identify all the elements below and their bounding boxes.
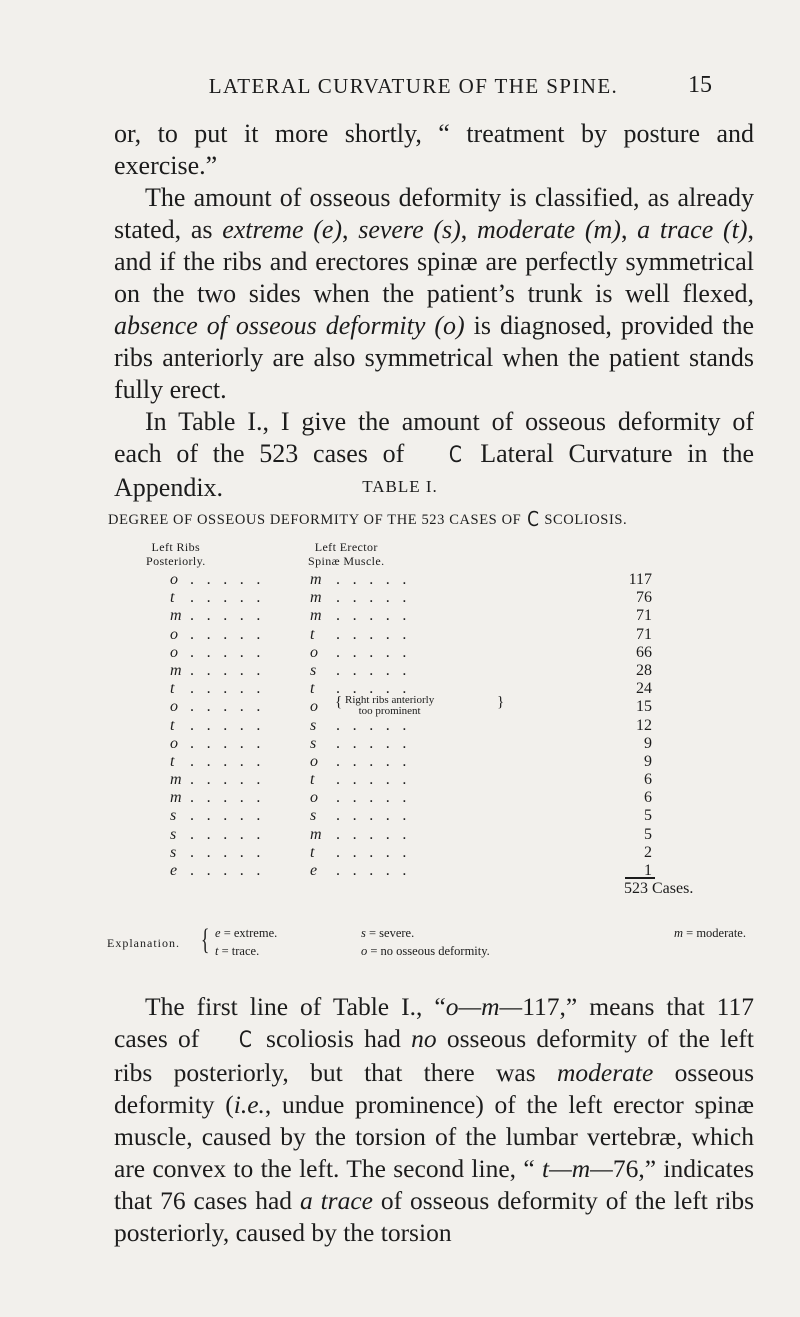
leader-dots: ..... — [336, 680, 419, 698]
case-count: 9 — [644, 752, 652, 770]
table-row — [0, 717, 800, 735]
code-om: o—m— — [445, 992, 523, 1021]
caption-text: SCOLIOSIS. — [540, 512, 628, 528]
paragraph-continuation: or, to put it more shortly, “ treatment by posture and exercise.” — [114, 119, 754, 180]
text-run: In Table I., I give the amount of osseous deformity of each of the 523 cases of — [114, 407, 754, 468]
table-row — [0, 771, 800, 789]
code-tm: t—m— — [541, 1154, 613, 1183]
text-run: Lateral Curvature in the Appendix. — [114, 439, 754, 502]
ribs-grade: s — [170, 807, 177, 825]
leader-dots: ..... — [336, 789, 419, 807]
key-text: = trace. — [218, 944, 260, 958]
table-row — [0, 844, 800, 862]
key-none — [361, 944, 490, 959]
leader-dots: ..... — [336, 825, 419, 843]
ribs-grade: o — [170, 625, 178, 643]
case-count: 5 — [644, 825, 652, 843]
erector-grade: t — [310, 680, 315, 698]
ribs-grade: o — [170, 571, 178, 588]
erector-grade: m — [310, 607, 322, 625]
case-count: 9 — [644, 734, 652, 752]
term-severe: severe (s) — [358, 215, 461, 244]
key-letter: m — [674, 926, 684, 940]
leader-dots: ..... — [190, 789, 273, 807]
running-head — [115, 74, 712, 104]
term-moderate: moderate — [557, 1058, 654, 1087]
term-absence: absence of osseous deformity (o) — [114, 311, 465, 340]
leader-dots: ..... — [190, 734, 273, 752]
key-moderate — [674, 926, 746, 941]
page-number: 15 — [688, 72, 712, 98]
leader-dots: ..... — [190, 643, 273, 661]
erector-grade: s — [310, 734, 317, 752]
header-line: Spinæ Muscle. — [308, 554, 385, 568]
leader-dots: ..... — [190, 680, 273, 698]
leader-dots: ..... — [190, 843, 273, 861]
case-count: 66 — [636, 643, 652, 661]
running-title: LATERAL CURVATURE OF THE SPINE. — [208, 74, 619, 98]
brace-glyph: { — [335, 694, 343, 711]
text-run: The first line of Table I., “ — [145, 992, 446, 1021]
term-trace: a trace — [299, 1186, 373, 1215]
table-row — [0, 826, 800, 844]
header-line: Posteriorly. — [146, 554, 206, 568]
text-run: , — [620, 215, 638, 244]
erector-grade: t — [310, 625, 315, 643]
ribs-grade: e — [170, 862, 178, 879]
text-run: 76,” indicates that 76 cases had — [114, 1154, 754, 1215]
text-run: 117,” means that 117 cases of — [114, 992, 754, 1053]
table-row — [0, 662, 800, 680]
text-run: The amount of osseous deformity is classified, as already stated, as — [114, 183, 754, 244]
ribs-grade: s — [170, 825, 177, 843]
text-run: scoliosis had — [255, 1024, 412, 1053]
erector-grade: o — [310, 752, 318, 770]
erector-grade: e — [310, 862, 318, 879]
c-curve-symbol: C — [526, 507, 540, 531]
leader-dots: ..... — [336, 807, 419, 825]
erector-grade: m — [310, 825, 322, 843]
table-row — [0, 807, 800, 825]
leader-dots: ..... — [336, 607, 419, 625]
caption-text: DEGREE OF OSSEOUS DEFORMITY OF THE 523 CASES OF — [108, 512, 526, 528]
case-count: 15 — [636, 698, 652, 716]
leader-dots: ..... — [190, 589, 273, 607]
text-run: osseous deformity of the left ribs posteriorly, but that there was — [114, 1024, 754, 1087]
key-text: = moderate. — [683, 926, 746, 940]
table-row — [0, 862, 800, 880]
explanation-key — [107, 923, 797, 966]
leader-dots: ..... — [336, 571, 419, 588]
text-run: of osseous deformity of the left ribs posteriorly, caused by the torsion — [114, 1186, 754, 1247]
header-line: Left Erector — [314, 540, 378, 554]
erector-grade: s — [310, 661, 317, 679]
paragraph-explanation — [114, 991, 754, 1249]
text-run: is diagnosed, provided the ribs anteriorly are also symmetrical when the patient stands fully erect. — [114, 311, 754, 404]
erector-grade: m — [310, 589, 322, 607]
key-text: = extreme. — [220, 926, 278, 940]
case-count: 6 — [644, 771, 652, 789]
explanation-label: Explanation. — [107, 936, 180, 950]
table-row — [0, 626, 800, 644]
term-no: no — [411, 1024, 437, 1053]
case-count: 28 — [636, 661, 652, 679]
ribs-grade: o — [170, 698, 178, 716]
ribs-grade: s — [170, 843, 177, 861]
erector-grade: t — [310, 843, 315, 861]
table-row — [0, 735, 800, 753]
case-count: 117 — [628, 571, 652, 588]
paragraph-classification — [114, 182, 754, 406]
table-row — [0, 694, 800, 718]
case-count: 6 — [644, 789, 652, 807]
table-row — [0, 589, 800, 607]
text-run: osseous deformity ( — [114, 1058, 755, 1119]
leader-dots: ..... — [336, 752, 419, 770]
key-extreme — [215, 926, 277, 941]
erector-grade: s — [310, 716, 317, 734]
key-letter: t — [215, 944, 219, 958]
leader-dots: ..... — [336, 625, 419, 643]
key-letter: e — [215, 926, 221, 940]
leader-dots: ..... — [336, 771, 419, 789]
erector-grade: t — [310, 771, 315, 789]
key-text: = no osseous deformity. — [367, 944, 490, 958]
note-line: too prominent — [358, 705, 421, 718]
leader-dots: ..... — [190, 571, 273, 588]
key-text: = severe. — [365, 926, 415, 940]
case-count: 2 — [644, 843, 652, 861]
leader-dots: ..... — [190, 807, 273, 825]
erector-grade: o — [310, 698, 318, 716]
term-ie: i.e. — [233, 1090, 265, 1119]
column-header-erector — [308, 540, 385, 568]
text-run: , and if the ribs and erectores spinæ are perfectly symmetrical on the two sides when the patient’s trunk is well flexed, — [114, 215, 754, 308]
case-count: 24 — [636, 680, 652, 698]
key-letter: s — [361, 926, 366, 940]
table-row — [0, 789, 800, 807]
brace-glyph: } — [497, 694, 505, 711]
ribs-grade: t — [170, 589, 175, 607]
text-run: , — [342, 215, 359, 244]
table-rows — [0, 571, 800, 880]
leader-dots: ..... — [190, 825, 273, 843]
key-trace — [215, 944, 259, 959]
leader-dots: ..... — [336, 589, 419, 607]
leader-dots: ..... — [336, 716, 419, 734]
leader-dots: ..... — [190, 607, 273, 625]
leader-dots: ..... — [336, 843, 419, 861]
case-count: 71 — [636, 625, 652, 643]
brace-glyph: { — [200, 923, 210, 956]
erector-grade: m — [310, 571, 322, 588]
table-total: 523 Cases. — [624, 880, 694, 897]
leader-dots: ..... — [190, 716, 273, 734]
ribs-grade: o — [170, 734, 178, 752]
leader-dots: ..... — [190, 698, 273, 716]
leader-dots: ..... — [190, 771, 273, 789]
term-extreme: extreme (e) — [222, 215, 343, 244]
text-run: , — [460, 215, 477, 244]
leader-dots: ..... — [336, 661, 419, 679]
note-line: Right ribs anteriorly — [345, 694, 435, 707]
ribs-grade: t — [170, 752, 175, 770]
leader-dots: ..... — [336, 734, 419, 752]
table-caption — [108, 507, 788, 531]
ribs-grade: m — [170, 607, 182, 625]
ribs-grade: m — [170, 789, 182, 807]
row-note — [335, 694, 505, 718]
leader-dots: ..... — [190, 625, 273, 643]
case-count: 5 — [644, 807, 652, 825]
erector-grade: o — [310, 643, 318, 661]
leader-dots: ..... — [336, 643, 419, 661]
sum-rule — [625, 877, 655, 879]
ribs-grade: m — [170, 661, 182, 679]
key-letter: o — [361, 944, 368, 958]
table-row — [0, 644, 800, 662]
ribs-grade: m — [170, 771, 182, 789]
leader-dots: ..... — [336, 862, 419, 879]
text-run: , undue prominence) of the left erector spinæ muscle, caused by the torsion of the lumbar vertebræ, which are convex to the left. The second line, “ — [114, 1090, 754, 1183]
table-row — [0, 571, 800, 589]
ribs-grade: t — [170, 680, 175, 698]
c-curve-symbol: C — [239, 1028, 253, 1053]
case-count: 1 — [644, 862, 652, 879]
table-row — [0, 753, 800, 771]
term-trace: a trace (t) — [637, 215, 748, 244]
case-count: 71 — [636, 607, 652, 625]
c-curve-symbol: C — [448, 443, 462, 468]
erector-grade: o — [310, 789, 318, 807]
table-row — [0, 607, 800, 625]
ribs-grade: o — [170, 643, 178, 661]
body-text-bottom — [114, 991, 754, 1249]
body-text-top — [114, 118, 754, 504]
ribs-grade: t — [170, 716, 175, 734]
erector-grade: s — [310, 807, 317, 825]
term-moderate: moderate (m) — [476, 215, 621, 244]
key-severe — [361, 926, 414, 941]
case-count: 76 — [636, 589, 652, 607]
leader-dots: ..... — [190, 862, 273, 879]
leader-dots: ..... — [190, 661, 273, 679]
column-header-ribs — [146, 540, 206, 568]
case-count: 12 — [636, 716, 652, 734]
leader-dots: ..... — [190, 752, 273, 770]
header-line: Left Ribs — [151, 540, 201, 554]
table-label: TABLE I. — [362, 477, 438, 496]
